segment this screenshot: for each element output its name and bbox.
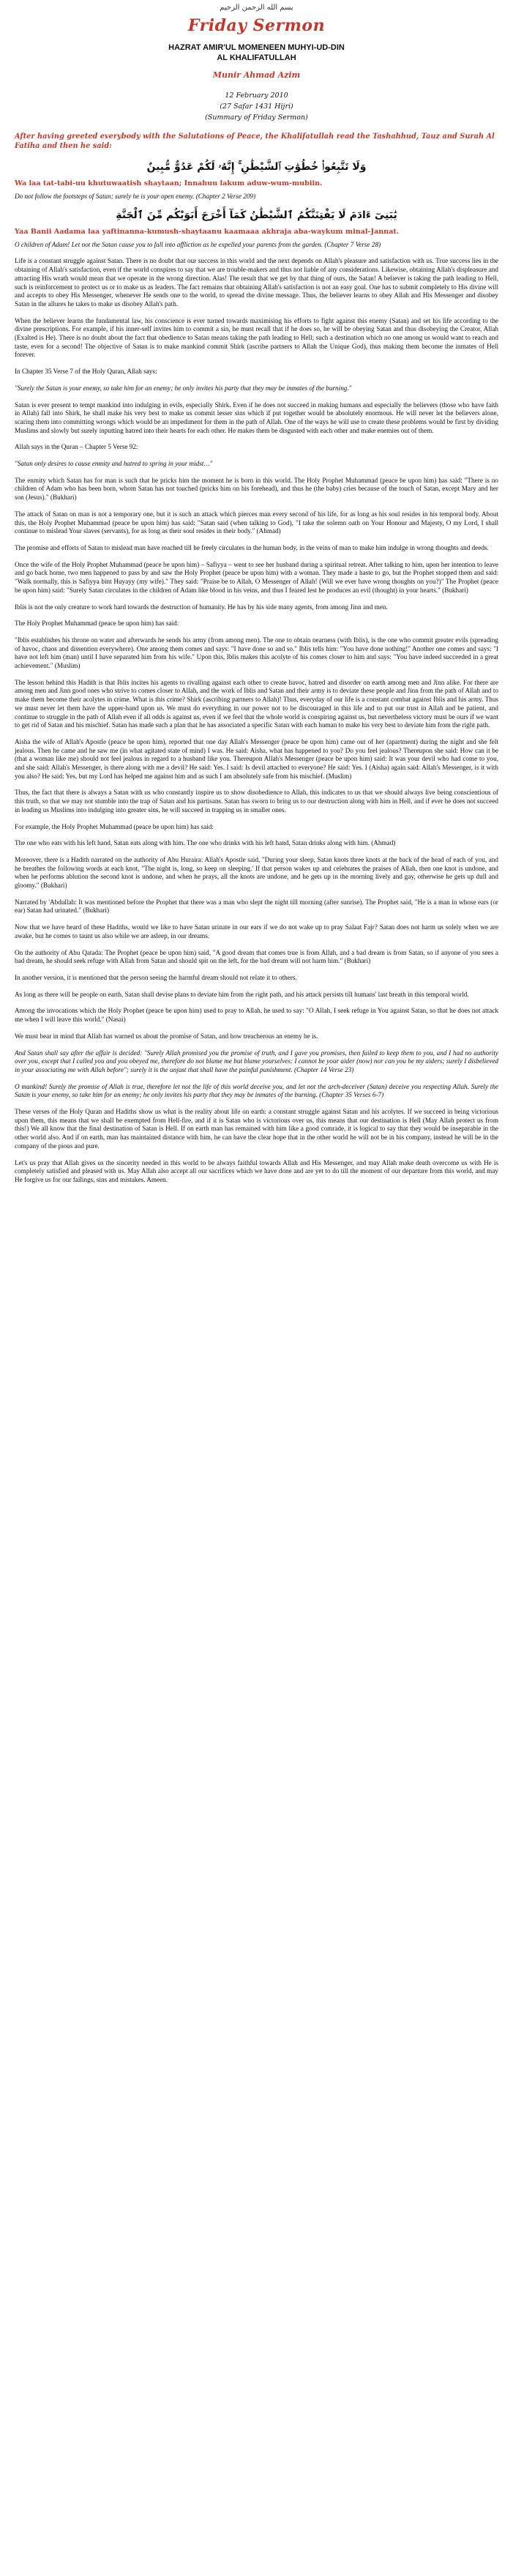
intro-text: After having greeted everybody with the Salutations of Peace, the Khalifatullah read the Tashahhud, Tauz and Surah Al Fatiha and then he said: [15,133,495,150]
paragraph: Thus, the fact that there is always a Satan with us who constantly inspire us to show disobedience to Allah, this indicates to us that we should always live being conscientious of this truth, so that we may not stumble into the trap of Satan and his partisans. Satan has sworn to bring us to our destruction along with him in Hell, and if ever he does not succeed in leading us Muslims into indulging into greater sins, he will succeed in trapping us in smaller ones. [15,789,498,814]
paragraph: The Holy Prophet Muhammad (peace be upon him) has said: [15,619,179,628]
verse-1-translation: Do not follow the footsteps of Satan; surely he is your open enemy. (Chapter 2 Verse 209) [15,193,256,200]
subtitle-line-2: AL KHALIFATULLAH [217,53,296,62]
sermon-date: 12 February 2010 [225,92,288,100]
sermon-summary-label: (Summary of Friday Sermon) [205,113,308,122]
verse-2-translation: O children of Adam! Let not the Satan cause you to fall into affliction as he expelled your parents from the garden. (Chapter 7 Verse 28) [15,240,381,248]
hadith-quote: "Iblis establishes his throne on water and afterwards he sends his army (from among men). The one to obtain nearness (with Iblis), is the one who commit greater evils (spreading of havoc, chaos and dissention everywhere). One among them comes and says: "I have done so and so." Iblis tells him: "You have done nothing!" Another one comes and says: "I have not left him (man) until I have separated him from his wife." Upon this, Iblis makes this acolyte of his comes closer to him and says: "You have indeed succeeded in a great achievement." (Muslim) [15,636,498,670]
paragraph: For example, the Holy Prophet Muhammad (peace be upon him) has said: [15,822,214,830]
closing-prayer: Let's us pray that Allah gives us the sincerity needed in this world to be always faithful towards Allah and His Messenger, and may Allah make death overcome us with He is completely satisfied and pleased with us. May Allah also accept all our sacrifices which we have done and are yet to do till the moment of our departure from this world, and may He forgive us for our failings, sins and mistakes. Ameen. [15,1158,498,1183]
paragraph: These verses of the Holy Quran and Hadiths show us what is the reality about life on earth: a constant struggle against Satan and his acolytes. If we succeed in being victorious upon them, this means that we shall be exempted from Hell-fire, and if it is Satan who is victorious over us, this means that our destination is Hell (May Allah protect us from this!) We all know that the final destination of Satan is Hell. If on earth man has remained with him like a good comrade, it is logical to say that they would be inseparable in the other world also. And if on earth, man has maintained distance with him, he can have the clear hope that in the other world he will not be in his company, instead he will be in the company of the pious and pure. [15,1108,498,1150]
paragraph: Once the wife of the Holy Prophet Muhammad (peace be upon him) – Safiyya – went to see her husband during a spiritual retreat. After talking to him, upon her intention to leave and go back home, two men happened to pass by and saw the Holy Prophet (peace be upon him) with a woman. They made a haste to go, but the Prophet stopped them and said: "Walk normally, this is Safiyya bint Huyayy (my wife)." They said: "Praise be to Allah, O Messenger of Allah! (Will we ever have wrong thoughts on you?)" The Prophet (peace be upon him) said: "Surely Satan circulates in the children of Adam like blood in his veins, and thus I feared lest he produces an evil (thought) in your hearts." (Bukhari) [15,560,498,594]
paragraph: As long as there will be people on earth, Satan shall devise plans to deviate him from the right path, and his attack persists till humans' last breath in this temporal world. [15,990,469,998]
verse-1-transliteration: Wa laa tat-tabi-uu khutuwaatish shaytaan; Innahuu lakum aduw-wum-mubiin. [15,179,323,187]
page-title: Friday Sermon [187,16,326,35]
paragraph: The lesson behind this Hadith is that Iblis incites his agents to rivalling against each other to create havoc, hatred and disorder on earth among men and Jinn alike. For there are among men and Jinn good ones who strive to comes closer to Allah, and the work of Iblis and Satan and their army is to deviate these people and Jinn from the path of Allah and to make them become their acolytes in crime. What is this crime? Shirk (ascribing partners to Allah)! Thus, everyday of our life is a constant combat against Iblis and his army. Thus we must never let them have the upper-hand upon us. We must do everything in our power not to be discouraged in this life and to put our trust in Allah and be patient, and continue to struggle in the path of Allah even if all odds is against us, even if we feel that the whole world is conspiring against us, but nevertheless victory must be ours if we want to get rid of Satan and his mischief. Satan has made such a plan that he has associated a specific Satan with each human to make his very best to deviate him from the right path. [15,678,498,729]
quran-quote: O mankind! Surely the promise of Allah is true, therefore let not the life of this world deceive you, and let not the arch-deceiver (Satan) deceive you respecting Allah. Surely the Satan is your enemy, so take him for an enemy; he only invites his party that they may be inmates of the burning. (Chapter 35 Verses 6-7) [15,1082,498,1099]
sermon-body [15,257,498,1150]
paragraph: When the believer learns the fundamental law, his conscience is ever turned towards maximising his efforts to fight against this enemy (Satan) and set his life according to the divine prescriptions. For example, if his inner-self invites him to commit a sin, he must recall that if he does so, he will be obeying Satan and thus disobeying the Creator, Allah (Exalted is He). There is no doubt about the fact that obedience to Satan means taking the path leading to Hell; such a destination which no one among us would want to reach and taste, even for a second! The objective of Satan is to make mankind commit Shirk (ascribe partners to Allah the Unique God), thus making them become the inmates of Hell forever. [15,316,498,359]
paragraph: Allah says in the Quran – Chapter 5 Verse 92: [15,443,138,451]
verse-2-transliteration: Yaa Banii Aadama laa yaftinanna-kumush-shaytaanu kaamaaa akhraja aba-waykum minal-Jannat. [15,227,400,236]
paragraph: The enmity which Satan has for man is such that he pricks him the moment he is born in this world. The Holy Prophet Muhammad (peace be upon him) has said: "There is no children of Adam who has been born, whom Satan has not touched (pricks him on his forehead), and thus he (the baby) cries because of the touch of Satan, except Mary and her son (Jesus)." (Bukhari) [15,476,498,502]
paragraph: Now that we have heard of these Hadiths, would we like to have Satan urinate in our ears if we do not wake up to pray Salaat Fajr? Satan does not harm us solely when we are awake, but he comes to taunt us also while we are asleep, in our dreams. [15,923,498,939]
quran-quote: "Surely the Satan is your enemy, so take him for an enemy; he only invites his party that they may be inmates of the burning." [15,384,352,392]
verse-1-arabic: وَلَا تَتَّبِعُوا۟ خُطُوَٰتِ ٱلشَّيْطَٰنِ ۚ إِنَّهُۥ لَكُمْ عَدُوٌّ مُّبِينٌ [146,161,367,173]
paragraph: The promise and efforts of Satan to mislead man have reached till he freely circulates in the human body, in the veins of man to make him indulge in wrong thoughts and deeds. [15,543,489,551]
subtitle [15,42,498,63]
verse-2-arabic: يَٰبَنِىٓ ءَادَمَ لَا يَفْتِنَنَّكُمُ ٱلشَّيْطَٰنُ كَمَآ أَخْرَجَ أَبَوَيْكُم مِّنَ ٱلْجَنَّةِ [116,209,397,221]
quran-quote: "Satan only desires to cause enmity and hatred to spring in your midst…" [15,460,213,468]
paragraph: On the authority of Abu Qatada: The Prophet (peace be upon him) said, "A good dream that comes true is from Allah, and a bad dream is from Satan, so if anyone of you sees a bad dream, he should seek refuge with Allah from Satan and should spit on the left, for the bad dream will not harm him." (Bukhari) [15,948,498,965]
paragraph: The one who eats with his left hand, Satan eats along with him. The one who drinks with his left hand, Satan drinks along with him. (Ahmad) [15,839,396,847]
paragraph: Iblis is not the only creature to work hard towards the destruction of humanity. He has by his side many agents, from among Jinn and men. [15,603,388,611]
subtitle-line-1: HAZRAT AMIR'UL MOMENEEN MUHYI-UD-DIN [168,43,345,52]
paragraph: In Chapter 35 Verse 7 of the Holy Quran, Allah says: [15,368,157,376]
author-name: Munir Ahmad Azim [212,70,301,80]
sermon-meta [15,90,498,123]
sermon-hijri-date: (27 Safar 1431 Hijri) [220,103,293,111]
paragraph: We must bear in mind that Allah has warned us about the promise of Satan, and how treacherous an enemy he is. [15,1032,318,1040]
paragraph: Moreover, there is a Hadith narrated on the authority of Abu Huraira: Allah's Apostle said, "During your sleep, Satan knots three knots at the back of the head of each of you, and he breathes the following words at each knot, "The night is, long, so keep on sleeping.' If that person wakes up and celebrates the praises of Allah, then one knot is undone, and when he performs ablution the second knot is undone, and when he prays, all the knots are undone, and he gets up in the morning lively and gay, otherwise he gets up dull and gloomy." (Bukhari) [15,855,498,890]
paragraph: Satan is ever present to tempt mankind into indulging in evils, especially Shirk. Even if he does not succeed in making humans and especially the believers (those who have faith in Allah) fall into Shirk, he shall make his very best to make us commit lesser sins which if put together would be absolutely enormous. He will never let the believers alone, scaring them into committing wrongs which would be an impediment for them in the path of Allah. One of the ways he will use to create these problems would be first by dividing Muslims and slowly but surely inputting hatred into their hearts for each other. He makes them be disgusted with each other and make enemies out of them. [15,401,498,434]
paragraph: Life is a constant struggle against Satan. There is no doubt that our success in this world and the next depends on Allah's pleasure and satisfaction with us. True success lies in the obtaining of Allah's satisfaction, even if the world conspires to say that we are trouble-makers and thus not liable of any considerations. Likewise, obtaining Allah's displeasure and attracting His wrath would mean that we operate in the wrong direction. Alas! The result that we get by that thing of ours, the Satan! A believer is taking the path leading to Hell, such is reinforcement to protect us or to make us as leaders. The fact remains that obtaining Allah's satisfaction is not an easy goal. One has to submit completely to His divine will and accepts to obey His Messenger, whenever He sends one to the world, to spread the divine message. Thus, the believer learns to obey Allah and His Messenger and disobey Satan in the allures he takes to make us disobey Allah's path. [15,257,498,308]
paragraph: The attack of Satan on man is not a temporary one, but it is such an attack which pierces man every second of his life, for as long as his soul resides in his temporal body. About this, the Holy Prophet Muhammad (peace be upon him) has said: "Satan said (when talking to God), "I take the solemn oath on Your Honour and Majesty, O my Lord, I shall continue to mislead Your slaves (servants), for as long as their soul resides in their body." (Ahmad) [15,510,498,535]
quran-quote: And Satan shall say after the affair is decided: "Surely Allah promised you the promise of truth, and I gave you promises, then failed to keep them to you, and I had no authority over you, except that I called you and you obeyed me, therefore do not blame me but blame yourselves: I cannot be your aider (now) nor can you be my aiders; surely I disbelieved in your associating me with Allah before"; surely it is the unjust that shall have the painful punishment. (Chapter 14 Verse 23) [15,1049,498,1073]
paragraph: In another version, it is mentioned that the person seeing the harmful dream should not relate it to others. [15,974,297,981]
paragraph: Among the invocations which the Holy Prophet (peace be upon him) used to pray to Allah, he used to say: "O Allah, I seek refuge in You against Satan, so that he does not attack me when I will leave this world." (Nasai) [15,1007,498,1024]
paragraph: Aisha the wife of Allah's Apostle (peace be upon him), reported that one day Allah's Messenger (peace be upon him) came out of her (apartment) during the night and she felt jealous. Then he came and he saw me (in what agitated state of mind) I was. He said: Aisha, what has happened to you? Do you feel jealous? Thereupon she said: How can it be (that a woman like me) should not feel jealous in regard to a husband like you. Thereupon Allah's Messenger (peace be upon him) said: It was your devil who had come to you, and she said: Allah's Messenger, is there along with me a devil? He said: Yes. I said: Is devil attached to everyone? He said: Yes. I (Aisha) again said: Allah's Messenger, is it with you also? He said: Yes, but my Lord has helped me against him and as such I am absolutely safe from his mischief. (Muslim) [15,737,498,780]
paragraph: Narrated by 'Abdullah: It was mentioned before the Prophet that there was a man who slept the night till morning (after sunrise). The Prophet said, "He is a man in whose ears (or ear) Satan had urinated." (Bukhari) [15,898,498,915]
bismillah-header: بسم الله الرحمن الرحيم [220,4,293,12]
sermon-page [15,0,498,1185]
